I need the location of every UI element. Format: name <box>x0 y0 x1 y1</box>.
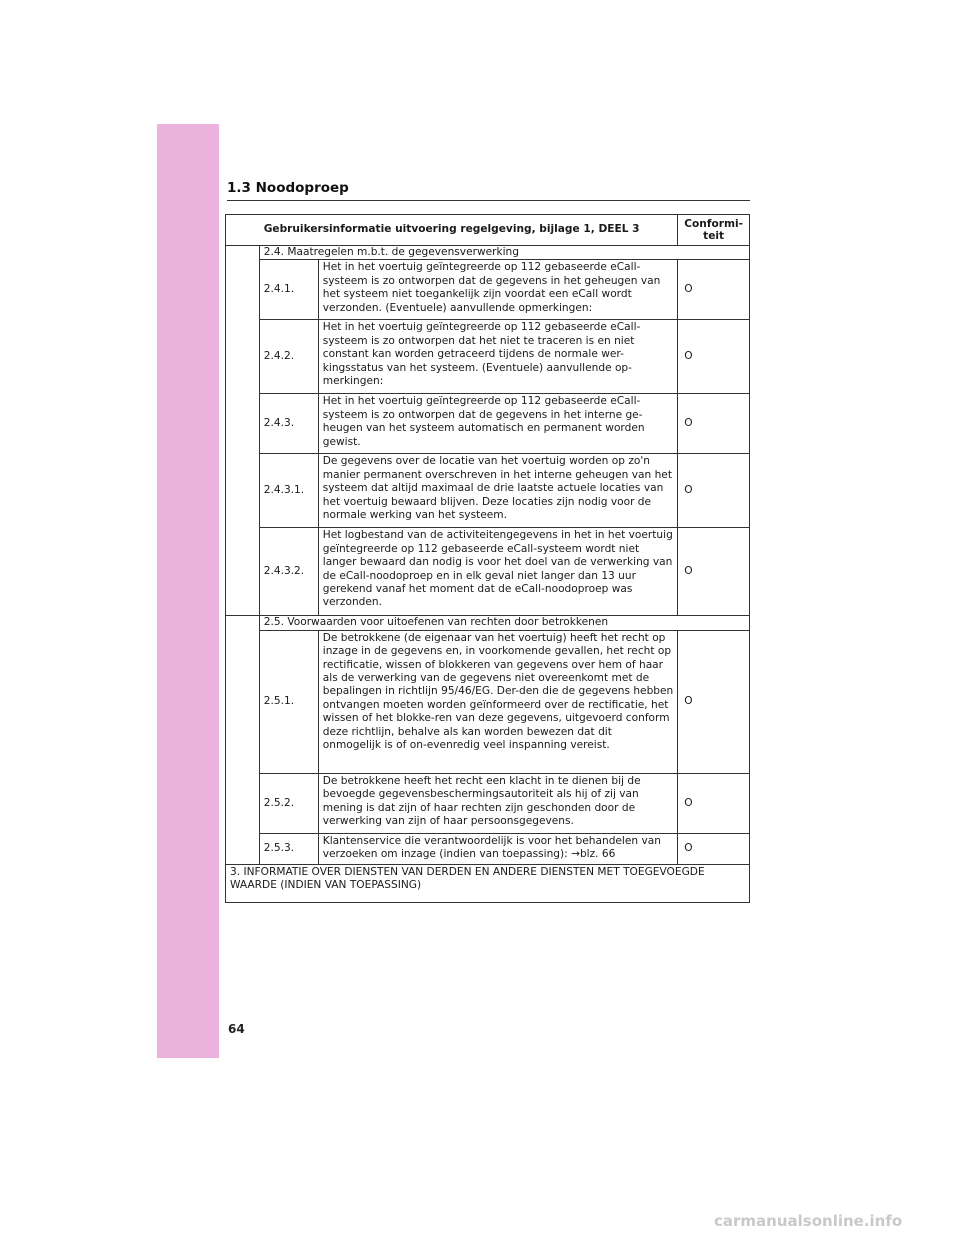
watermark-text: carmanualsonline.info <box>714 1212 903 1230</box>
row-text: Het in het voertuig geïntegreerde op 112 gebaseerde eCall-systeem is zo ontworpen dat de gegevens in het geheugen van het systeem niet toegankelijk zijn voordat een eCall wordt verzonden. (Eventuele) aanvullende opmerkingen: <box>318 260 678 320</box>
table-row <box>226 394 750 454</box>
row-number: 2.4.3.2. <box>259 528 318 616</box>
table-row <box>226 320 750 394</box>
group-heading-row <box>226 616 750 630</box>
row-text: De betrokkene (de eigenaar van het voertuig) heeft het recht op inzage in de gegevens en, in voorkomende gevallen, het recht op rectificatie, wissen of blokkeren van gegevens over hem of haar als de verwerking van de gegevens niet overeenkomt met de bepalingen in richtlijn 95/46/EG. Der-den die de gegevens hebben ontvangen moeten worden geïnformeerd over de rectificatie, het wissen of het blokke-ren van deze gegevens, uitgevoerd conform deze richtlijn, behalve als kan worden bewezen dat dit onmogelijk is of on-evenredig veel inspanning vereist. <box>318 630 678 773</box>
regulation-info-table <box>225 214 750 903</box>
row-text: De gegevens over de locatie van het voertuig worden op zo'n manier permanent overschreven in het interne geheugen van het systeem dat altijd maximaal de drie laatste actuele locaties van het voertuig bewaard blijven. Deze locaties zijn nodig voor de normale werking van het systeem. <box>318 454 678 528</box>
group-heading-2-4: 2.4. Maatregelen m.b.t. de gegevensverwerking <box>259 246 749 260</box>
table-row <box>226 773 750 833</box>
table-row <box>226 528 750 616</box>
table-header-row <box>226 215 750 246</box>
row-conformity: O <box>678 528 750 616</box>
section-divider <box>227 200 750 201</box>
row-text: Klantenservice die verantwoordelijk is voor het behandelen van verzoeken om inzage (indien van toepassing): →blz. 66 <box>318 833 678 864</box>
row-number: 2.4.3.1. <box>259 454 318 528</box>
table-row <box>226 630 750 773</box>
indent-cell <box>226 246 260 616</box>
page-number: 64 <box>228 1022 245 1036</box>
row-conformity: O <box>678 630 750 773</box>
row-conformity: O <box>678 260 750 320</box>
conformity-label-line2: teit <box>703 230 725 242</box>
row-number: 2.4.1. <box>259 260 318 320</box>
row-conformity: O <box>678 320 750 394</box>
row-number: 2.4.3. <box>259 394 318 454</box>
row-conformity: O <box>678 454 750 528</box>
table-row <box>226 260 750 320</box>
row-conformity: O <box>678 833 750 864</box>
row-number: 2.5.2. <box>259 773 318 833</box>
row-number: 2.5.1. <box>259 630 318 773</box>
section-title: 1.3 Noodoproep <box>227 180 349 196</box>
row-text: Het in het voertuig geïntegreerde op 112 gebaseerde eCall-systeem is zo ontworpen dat het niet te traceren is en niet constant kan worden getraceerd tijdens de normale wer-kingsstatus van het systeem. (Eventuele) aanvullende op-merkingen: <box>318 320 678 394</box>
row-text: Het in het voertuig geïntegreerde op 112 gebaseerde eCall-systeem is zo ontworpen dat de gegevens in het interne ge-heugen van het systeem automatisch en permanent worden gewist. <box>318 394 678 454</box>
row-number: 2.4.2. <box>259 320 318 394</box>
table-header-conformity <box>678 215 750 246</box>
section-3-heading: 3. INFORMATIE OVER DIENSTEN VAN DERDEN EN ANDERE DIENSTEN MET TOEGEVOEGDE WAARDE (INDIEN VAN TOEPASSING) <box>226 864 750 902</box>
group-heading-row <box>226 246 750 260</box>
table-row <box>226 833 750 864</box>
group-heading-2-5: 2.5. Voorwaarden voor uitoefenen van rechten door betrokkenen <box>259 616 749 630</box>
row-number: 2.5.3. <box>259 833 318 864</box>
row-text: Het logbestand van de activiteitengegevens in het in het voertuig geïntegreerde op 112 gebaseerde eCall-systeem wordt niet langer bewaard dan nodig is voor het doel van de verwerking van de eCall-noodoproep en in elk geval niet langer dan 13 uur gerekend vanaf het moment dat de eCall-noodoproep was verzonden. <box>318 528 678 616</box>
row-conformity: O <box>678 394 750 454</box>
indent-cell <box>226 616 260 864</box>
row-text: De betrokkene heeft het recht een klacht in te dienen bij de bevoegde gegevensbeschermingsautoriteit als hij of zij van mening is dat zijn of haar rechten zijn geschonden door de verwerking van zijn of haar persoonsgegevens. <box>318 773 678 833</box>
pink-sidebar-tab <box>157 124 219 1058</box>
table-header-title: Gebruikersinformatie uitvoering regelgeving, bijlage 1, DEEL 3 <box>226 215 678 246</box>
final-row <box>226 864 750 902</box>
conformity-label-line1: Conformi- <box>684 218 744 230</box>
row-conformity: O <box>678 773 750 833</box>
table-row <box>226 454 750 528</box>
